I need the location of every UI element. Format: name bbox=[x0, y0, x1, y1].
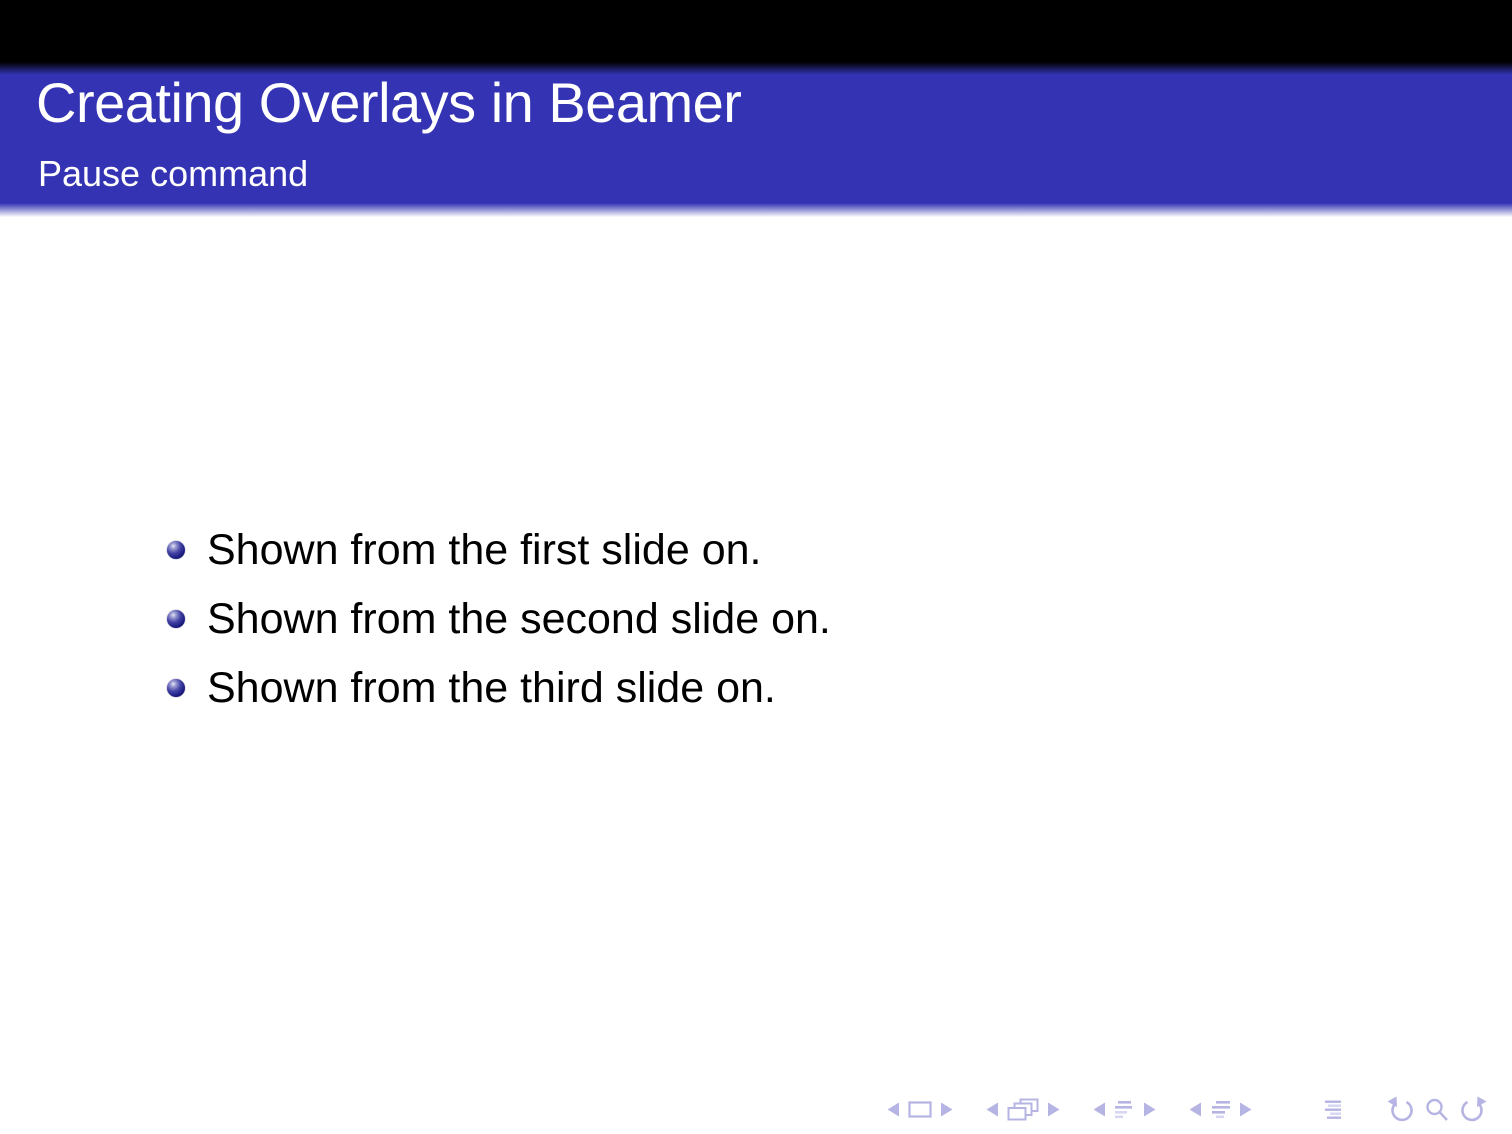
bullet-text: Shown from the third slide on. bbox=[207, 663, 776, 712]
list-item bbox=[167, 527, 831, 573]
frame-title: Creating Overlays in Beamer bbox=[36, 71, 742, 134]
header-shadow bbox=[0, 203, 1512, 218]
presentation-nav-group bbox=[1318, 1100, 1348, 1120]
frame-prev-icon[interactable] bbox=[986, 1102, 999, 1117]
ball-bullet-icon bbox=[167, 610, 185, 628]
section-nav-group bbox=[1185, 1100, 1256, 1119]
back-icon[interactable] bbox=[1386, 1096, 1416, 1123]
top-black-bar bbox=[0, 0, 1512, 62]
frame-header bbox=[0, 62, 1512, 203]
slide-frame-icon[interactable] bbox=[908, 1101, 932, 1118]
list-item bbox=[167, 596, 831, 642]
frame-next-icon[interactable] bbox=[1047, 1102, 1060, 1117]
subsection-nav-group bbox=[1089, 1100, 1160, 1119]
forward-icon[interactable] bbox=[1458, 1096, 1488, 1123]
subsection-prev-icon[interactable] bbox=[1093, 1102, 1106, 1117]
subsection-icon[interactable] bbox=[1114, 1100, 1135, 1119]
bullet-text: Shown from the first slide on. bbox=[207, 525, 762, 574]
frame-subtitle: Pause command bbox=[38, 153, 309, 194]
ball-bullet-icon bbox=[167, 541, 185, 559]
section-next-icon[interactable] bbox=[1239, 1102, 1252, 1117]
list-item bbox=[167, 665, 831, 711]
presentation-icon[interactable] bbox=[1322, 1100, 1344, 1120]
bullet-text: Shown from the second slide on. bbox=[207, 594, 831, 643]
frames-icon[interactable] bbox=[1007, 1098, 1039, 1122]
frame-nav-group bbox=[982, 1098, 1064, 1122]
section-prev-icon[interactable] bbox=[1189, 1102, 1202, 1117]
section-icon[interactable] bbox=[1210, 1100, 1231, 1119]
history-nav-group bbox=[1382, 1096, 1492, 1123]
bullet-list bbox=[167, 527, 831, 734]
navigation-bar bbox=[883, 1096, 1492, 1123]
search-icon[interactable] bbox=[1424, 1097, 1450, 1123]
slide-nav-group bbox=[883, 1101, 957, 1118]
slide-prev-icon[interactable] bbox=[887, 1102, 900, 1117]
ball-bullet-icon bbox=[167, 679, 185, 697]
subsection-next-icon[interactable] bbox=[1143, 1102, 1156, 1117]
slide-next-icon[interactable] bbox=[940, 1102, 953, 1117]
